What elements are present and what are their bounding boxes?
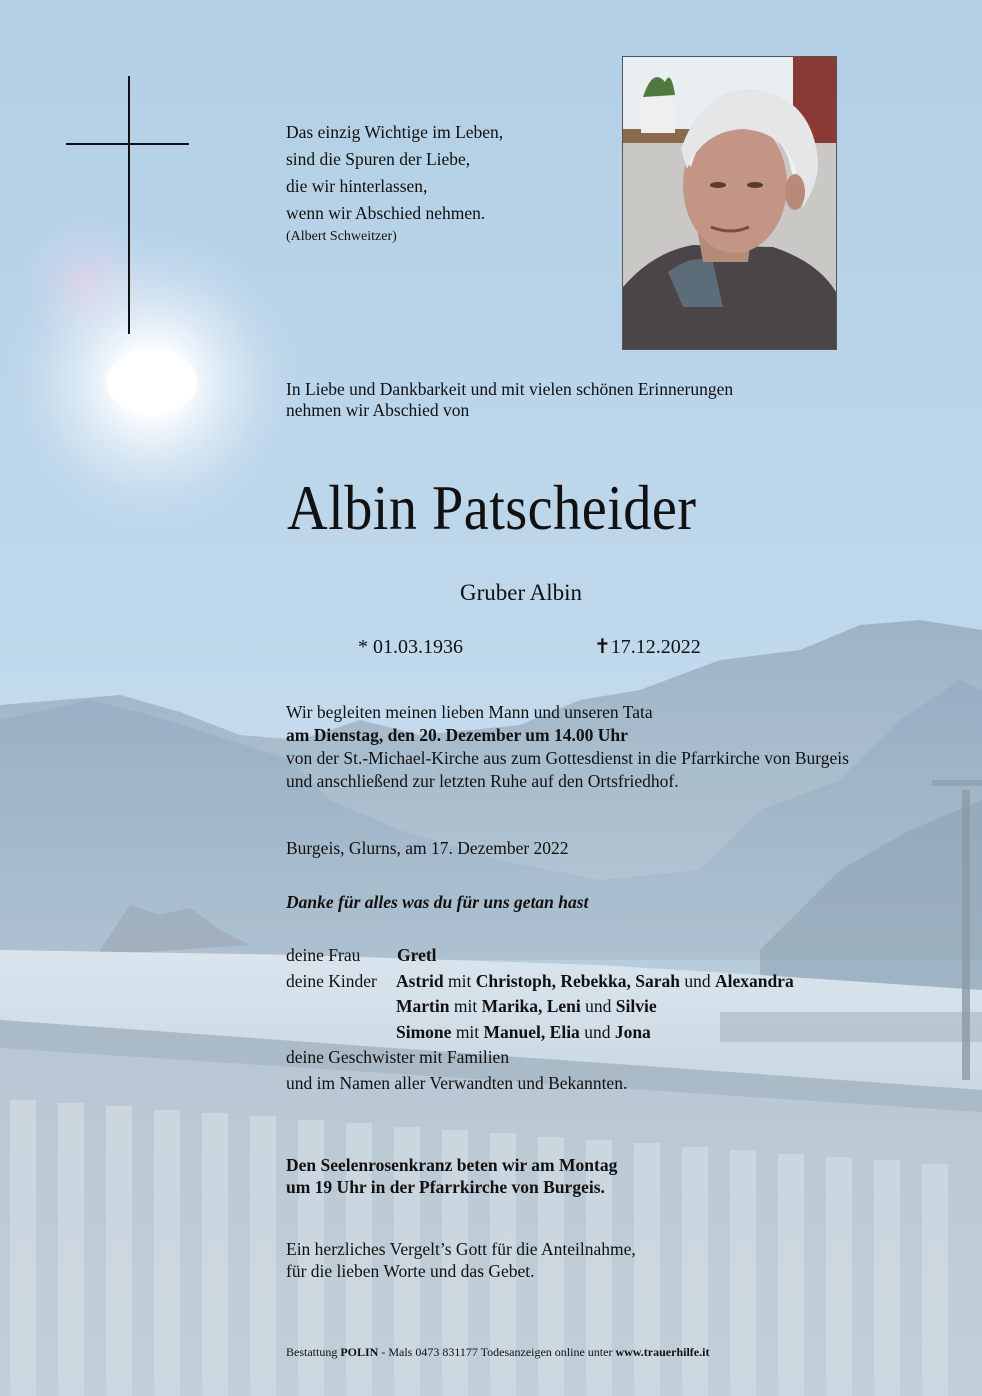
quote-line: sind die Spuren der Liebe, (286, 149, 471, 169)
rosary-line: um 19 Uhr in der Pfarrkirche von Burgeis. (286, 1177, 605, 1197)
grandchild-name: Jona (614, 1021, 651, 1042)
footer-prefix: Bestattung (286, 1345, 341, 1359)
child-name: Astrid (396, 970, 444, 991)
kids-label: deine Kinder (286, 970, 377, 991)
footer (286, 1345, 709, 1359)
child-name: Simone (396, 1021, 452, 1042)
siblings-line: deine Geschwister mit Familien (286, 1047, 510, 1067)
deceased-name: Albin Patscheider (287, 472, 697, 543)
und-word: und (679, 970, 715, 991)
deceased-nickname: Gruber Albin (460, 580, 583, 605)
birth-date-line (358, 634, 463, 660)
closing-thanks (286, 1238, 636, 1282)
funeral-line: und anschließend zur letzten Ruhe auf den Ortsfriedhof. (286, 771, 679, 791)
quote-line: wenn wir Abschied nehmen. (286, 203, 486, 223)
death-cross-icon: ✝ (594, 636, 611, 658)
intro-line: In Liebe und Dankbarkeit und mit vielen schönen Erinnerungen (286, 379, 734, 399)
grandchild-name: Alexandra (714, 970, 794, 991)
funeral-line: von der St.-Michael-Kirche aus zum Gottesdienst in die Pfarrkirche von Burgeis (286, 748, 849, 768)
place-date: Burgeis, Glurns, am 17. Dezember 2022 (286, 838, 569, 858)
quote-block (286, 119, 503, 247)
family-list (286, 943, 794, 1096)
thanks-line: Danke für alles was du für uns getan hast (286, 892, 589, 912)
funeral-details (286, 701, 849, 793)
und-word: und (580, 996, 616, 1016)
und-word: und (579, 1021, 615, 1042)
portrait-photo (622, 56, 837, 350)
mit-word: mit (443, 970, 476, 991)
family-row-child (286, 994, 794, 1020)
footer-company: POLIN (340, 1345, 379, 1359)
intro-line: nehmen wir Abschied von (286, 400, 470, 420)
grandchild-name: Sarah (635, 970, 680, 991)
funeral-date: am Dienstag, den 20. Dezember um 14.00 Uhr (286, 725, 628, 745)
family-row-child (286, 1020, 794, 1046)
mit-word: mit (451, 1021, 484, 1042)
death-date: 17.12.2022 (610, 636, 701, 658)
partner-name: Marika, (481, 996, 543, 1016)
relatives-line: und im Namen aller Verwandten und Bekannten. (286, 1072, 628, 1093)
grandchild-name: Rebekka, (560, 970, 631, 991)
closing-line: Ein herzliches Vergelt’s Gott für die Anteilnahme, (286, 1239, 636, 1259)
quote-line: Das einzig Wichtige im Leben, (286, 122, 504, 142)
wife-name: Gretl (397, 945, 437, 965)
quote-author: (Albert Schweitzer) (286, 229, 397, 244)
mit-word: mit (449, 996, 482, 1016)
cross-icon (66, 76, 190, 336)
partner-name: Christoph, (475, 970, 556, 991)
intro-text (286, 379, 733, 421)
wife-label: deine Frau (286, 945, 361, 965)
grandchild-name: Silvie (615, 996, 657, 1016)
partner-name: Manuel, (483, 1021, 546, 1042)
closing-line: für die lieben Worte und das Gebet. (286, 1261, 535, 1281)
funeral-line: Wir begleiten meinen lieben Mann und unseren Tata (286, 702, 653, 722)
birth-star-icon: * (358, 636, 368, 658)
rosary-line: Den Seelenrosenkranz beten wir am Montag (286, 1155, 618, 1175)
grandchild-name: Leni (546, 996, 581, 1016)
quote-line: die wir hinterlassen, (286, 176, 428, 196)
footer-website-link[interactable]: www.trauerhilfe.it (615, 1345, 710, 1359)
death-date-line (594, 634, 701, 660)
footer-contact: - Mals 0473 831177 Todesanzeigen online unter (378, 1345, 616, 1359)
birth-date: 01.03.1936 (373, 636, 463, 658)
family-row-wife (286, 943, 794, 969)
grandchild-name: Elia (549, 1021, 580, 1042)
child-name: Martin (396, 996, 450, 1016)
family-row-child (286, 969, 794, 995)
rosary-notice (286, 1154, 617, 1198)
